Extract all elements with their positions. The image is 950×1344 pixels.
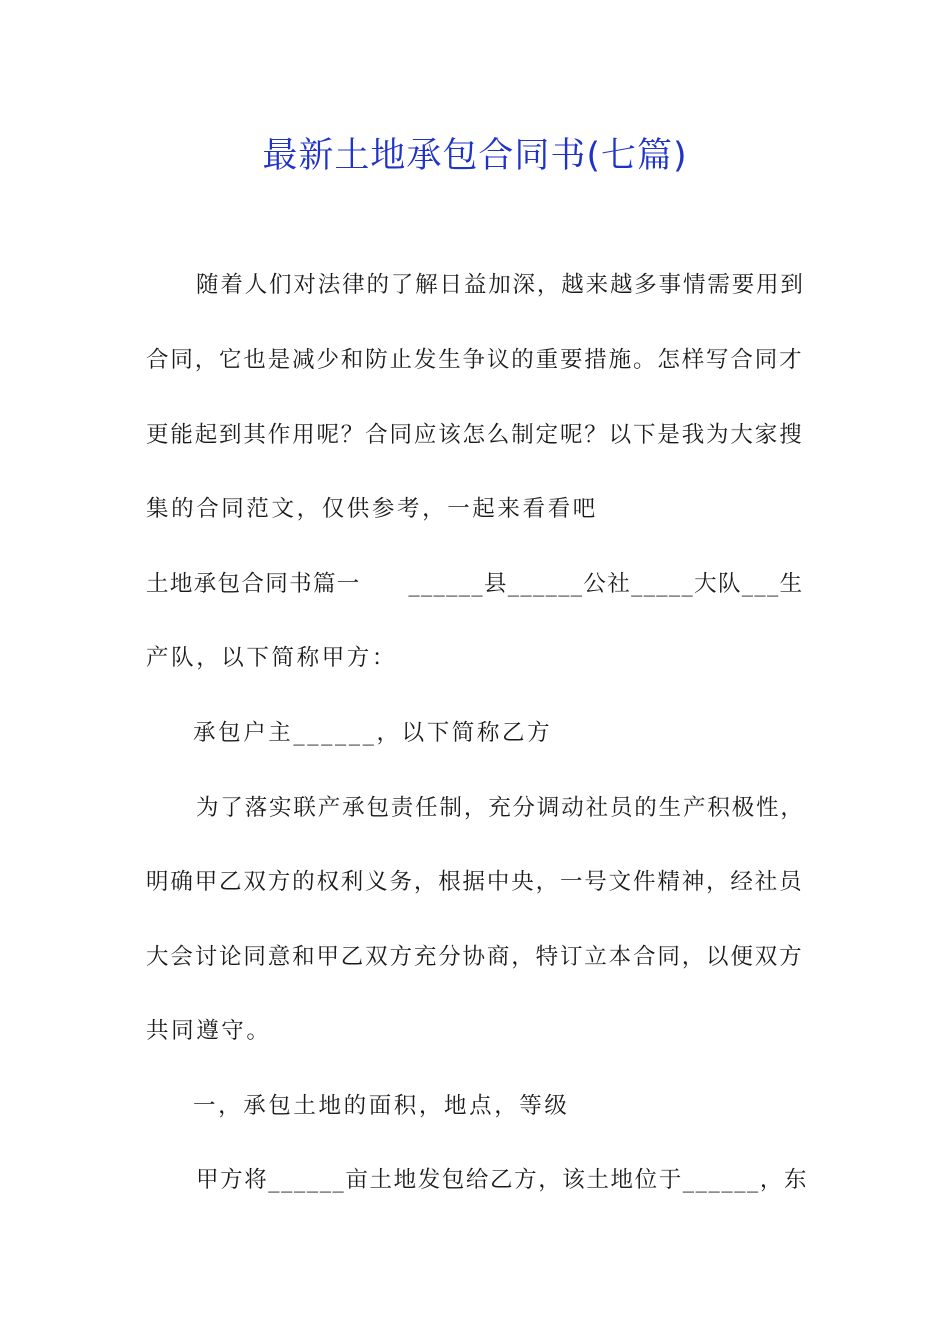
paragraph-line: 甲方将______亩土地发包给乙方，该土地位于______，东 (196, 1167, 809, 1193)
section-heading-line: 土地承包合同书篇一 ______县______公社_____大队___生 (146, 571, 804, 597)
paragraph-line: 合同，它也是减少和防止发生争议的重要措施。怎样写合同才 (146, 347, 804, 373)
paragraph-line: 产队，以下简称甲方： (146, 645, 398, 671)
paragraph-line: 集的合同范文，仅供参考，一起来看看吧 (146, 496, 598, 522)
paragraph-line: 随着人们对法律的了解日益加深，越来越多事情需要用到 (196, 272, 805, 298)
clause-heading-line: 一，承包土地的面积，地点，等级 (193, 1093, 570, 1119)
document-title: 最新土地承包合同书(七篇) (262, 136, 688, 176)
paragraph-line: 共同遵守。 (146, 1018, 272, 1044)
paragraph-line: 承包户主______，以下简称乙方 (193, 720, 553, 746)
paragraph-line: 更能起到其作用呢？合同应该怎么制定呢？以下是我为大家搜 (146, 422, 804, 448)
paragraph-line: 明确甲乙双方的权利义务，根据中央，一号文件精神，经社员 (146, 869, 804, 895)
paragraph-line: 为了落实联产承包责任制，充分调动社员的生产积极性， (196, 795, 805, 821)
paragraph-line: 大会讨论同意和甲乙双方充分协商，特订立本合同，以便双方 (146, 944, 804, 970)
